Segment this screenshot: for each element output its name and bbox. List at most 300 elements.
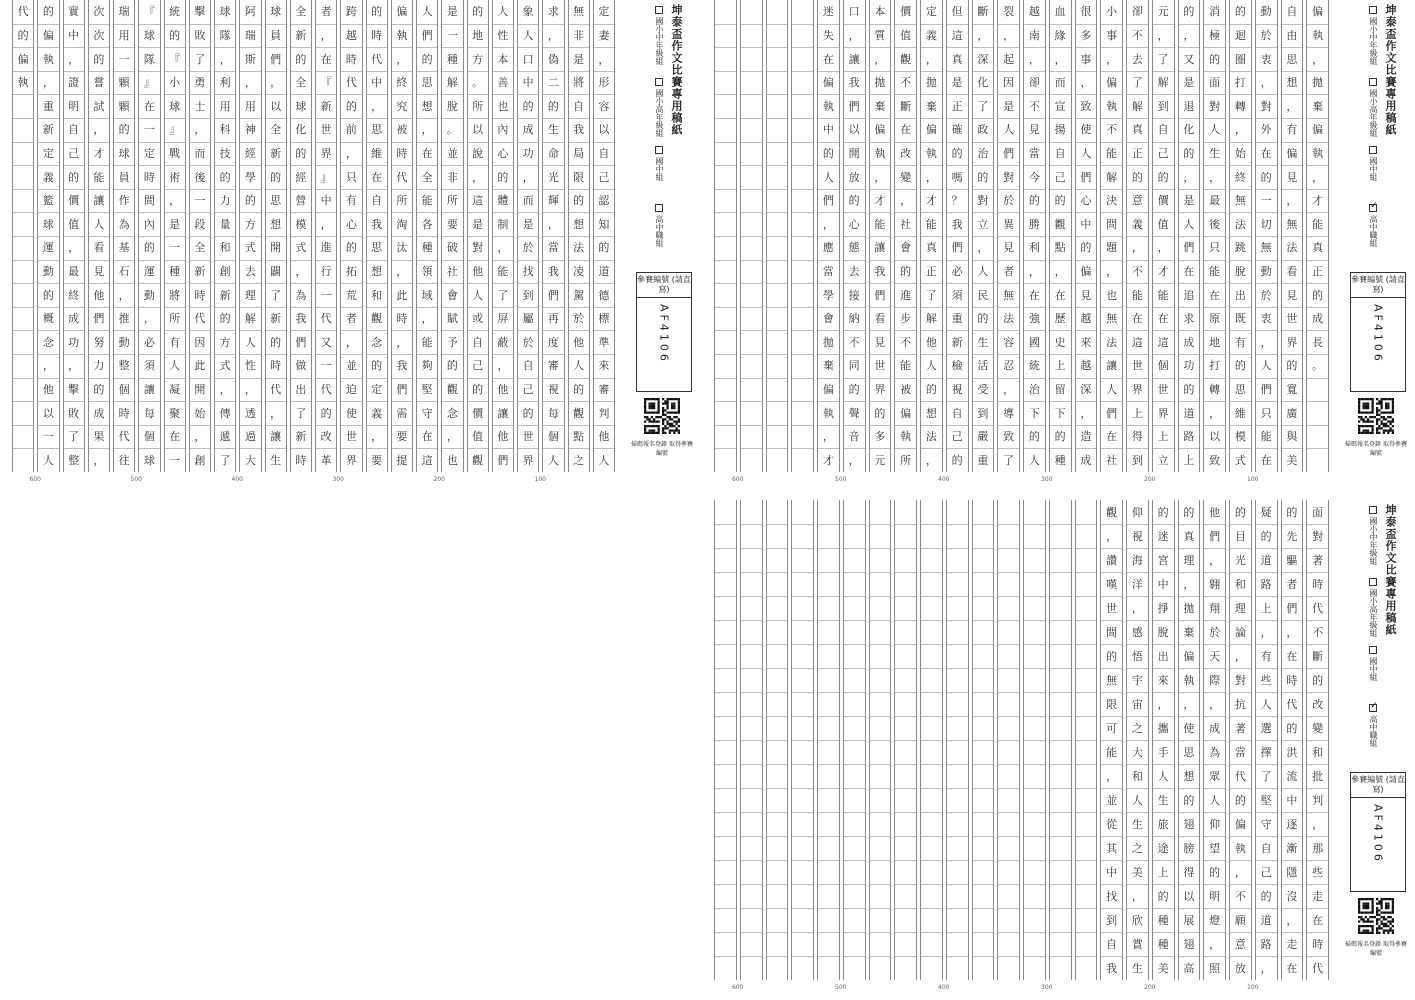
handwritten-char: 的	[1260, 170, 1272, 184]
handwritten-char: 的	[848, 194, 860, 208]
handwritten-char: ，	[345, 146, 357, 160]
writing-column	[416, 0, 438, 472]
handwritten-char: 大	[1131, 745, 1143, 759]
handwritten-char: 整	[68, 453, 80, 467]
division-checkbox[interactable]	[655, 78, 663, 86]
ruler-label: 500	[835, 984, 847, 991]
handwritten-char: 終	[396, 76, 408, 90]
handwritten-char: ，	[1312, 52, 1324, 66]
handwritten-char: 凌	[573, 264, 585, 278]
handwritten-char: 的	[1183, 505, 1195, 519]
division-checkbox[interactable]	[1369, 78, 1377, 86]
handwritten-char: 也	[446, 453, 458, 467]
form-sidebar	[618, 0, 698, 490]
division-option[interactable]	[1368, 506, 1379, 565]
handwritten-char: ，	[371, 99, 383, 113]
handwritten-char: 所	[396, 194, 408, 208]
writing-column	[1255, 0, 1278, 472]
division-checkbox[interactable]	[1369, 204, 1377, 212]
handwritten-char: 球	[42, 217, 54, 231]
handwritten-char: 脫	[446, 99, 458, 113]
handwritten-char: 定	[598, 5, 610, 19]
handwritten-char: 動	[1260, 5, 1272, 19]
handwritten-char: ，	[472, 170, 484, 184]
division-option[interactable]	[654, 6, 665, 65]
handwritten-char: 點	[1054, 241, 1066, 255]
handwritten-char: 的	[244, 194, 256, 208]
handwritten-char: 為	[118, 217, 130, 231]
handwritten-char: 戰	[169, 146, 181, 160]
division-option[interactable]	[654, 146, 665, 181]
handwritten-char: 題	[1106, 241, 1118, 255]
handwritten-char: 是	[169, 217, 181, 231]
handwritten-char: 己	[1260, 865, 1272, 879]
handwritten-char: 界	[320, 146, 332, 160]
division-option[interactable]	[1368, 78, 1379, 137]
division-checkbox[interactable]	[655, 146, 663, 154]
division-checkbox[interactable]	[1369, 506, 1377, 514]
handwritten-char: 上	[1054, 359, 1066, 373]
handwritten-char: 得	[1131, 430, 1143, 444]
handwritten-char: 觀	[573, 406, 585, 420]
handwritten-char: 感	[1131, 625, 1143, 639]
handwritten-char: 見	[1286, 288, 1298, 302]
division-option[interactable]	[654, 204, 665, 247]
handwritten-char: 於	[1260, 28, 1272, 42]
handwritten-char: ，	[1131, 601, 1143, 615]
handwritten-char: ，	[598, 52, 610, 66]
handwritten-char: ，	[219, 52, 231, 66]
essay-sheet-1	[10, 0, 698, 490]
handwritten-char: 才	[1157, 264, 1169, 278]
handwritten-char: 悟	[1131, 649, 1143, 663]
handwritten-char: 以	[1183, 889, 1195, 903]
handwritten-char: 問	[1106, 217, 1118, 231]
handwritten-char: ，	[1209, 937, 1221, 951]
handwritten-char: 的	[977, 170, 989, 184]
handwritten-char: 只	[1260, 406, 1272, 420]
handwritten-char: 往	[118, 453, 130, 467]
handwritten-char: 又	[1183, 52, 1195, 66]
handwritten-char: 界	[1157, 406, 1169, 420]
writing-column	[1178, 500, 1201, 980]
form-title: 坤泰盃作文比賽專用稿紙	[670, 4, 683, 136]
handwritten-char: 量	[219, 217, 231, 231]
handwritten-char: 提	[396, 453, 408, 467]
handwritten-char: 模	[295, 217, 307, 231]
handwritten-char: 看	[874, 312, 886, 326]
handwritten-char: 。	[446, 123, 458, 137]
handwritten-char: 變	[1312, 721, 1324, 735]
handwritten-char: 凝	[169, 382, 181, 396]
handwritten-char: 跨	[345, 5, 357, 19]
handwritten-char: 能	[497, 264, 509, 278]
handwritten-char: 的	[1260, 889, 1272, 903]
handwritten-char: 種	[169, 264, 181, 278]
handwritten-char: 偏	[1106, 76, 1118, 90]
handwritten-char: 以	[848, 123, 860, 137]
handwritten-char: 對	[977, 194, 989, 208]
handwritten-char: 宙	[1131, 697, 1143, 711]
handwritten-char: 見	[1003, 241, 1015, 255]
handwritten-char: 對	[1234, 673, 1246, 687]
handwritten-char: 重	[951, 312, 963, 326]
writing-column	[88, 0, 110, 472]
division-label: 國中組	[1369, 157, 1378, 181]
handwritten-char: 形	[598, 76, 610, 90]
handwritten-char: 法	[925, 430, 937, 444]
handwritten-char: 準	[598, 335, 610, 349]
handwritten-char: 的	[951, 453, 963, 467]
division-option[interactable]	[1368, 646, 1379, 681]
handwritten-char: 革	[320, 453, 332, 467]
handwritten-char: 度	[547, 335, 559, 349]
handwritten-char: 偏	[822, 382, 834, 396]
handwritten-char: 能	[421, 194, 433, 208]
handwritten-char: ，	[1080, 406, 1092, 420]
handwritten-char: 我	[848, 76, 860, 90]
handwritten-char: 思	[421, 76, 433, 90]
form-title: 坤泰盃作文比賽專用稿紙	[1384, 504, 1397, 636]
handwritten-char: 的	[143, 241, 155, 255]
handwritten-char: 將	[169, 288, 181, 302]
handwritten-char: 執	[874, 146, 886, 160]
handwritten-char: 擇	[1260, 745, 1272, 759]
handwritten-char: 的	[1234, 793, 1246, 807]
division-label: 國小中年級組	[1369, 517, 1378, 565]
handwritten-char: 闢	[270, 264, 282, 278]
ruler-label: 400	[938, 984, 950, 991]
qr-code-icon[interactable]	[1358, 898, 1394, 934]
handwritten-char: 道	[598, 264, 610, 278]
handwritten-char: 的	[219, 170, 231, 184]
handwritten-char: 執	[1234, 841, 1246, 855]
division-option[interactable]	[1368, 146, 1379, 181]
handwritten-char: 用	[118, 28, 130, 42]
handwritten-char: 當	[547, 241, 559, 255]
handwritten-char: 無	[573, 5, 585, 19]
handwritten-char: 們	[396, 382, 408, 396]
handwritten-char: 偏	[1286, 146, 1298, 160]
division-checkbox[interactable]	[1369, 578, 1377, 586]
handwritten-char: 在	[421, 146, 433, 160]
handwritten-char: 人	[977, 264, 989, 278]
handwritten-char: 予	[446, 335, 458, 349]
handwritten-char: 新	[42, 123, 54, 137]
handwritten-char: 視	[1131, 529, 1143, 543]
handwritten-char: 代	[194, 312, 206, 326]
ruler-label: 600	[732, 984, 744, 991]
handwritten-char: 上	[1260, 601, 1272, 615]
handwritten-char: 漸	[1286, 841, 1298, 855]
handwritten-char: 高	[1183, 961, 1195, 975]
handwritten-char: 己	[1157, 146, 1169, 160]
ruler-label: 400	[938, 476, 950, 483]
handwritten-char: 執	[822, 406, 834, 420]
handwritten-char: 原	[1209, 312, 1221, 326]
handwritten-char: 證	[68, 76, 80, 90]
handwritten-char: 因	[194, 335, 206, 349]
division-option[interactable]	[654, 78, 665, 137]
handwritten-char: 』	[143, 76, 155, 90]
handwritten-char: 界	[345, 453, 357, 467]
handwritten-char: 定	[42, 146, 54, 160]
division-checkbox[interactable]	[1369, 704, 1377, 712]
handwritten-char: 的	[1234, 505, 1246, 519]
handwritten-char: 偏	[1080, 264, 1092, 278]
handwritten-char: ，	[1260, 961, 1272, 975]
handwritten-char: 他	[1209, 505, 1221, 519]
handwritten-char: 代	[118, 430, 130, 444]
handwritten-char: 代	[1312, 961, 1324, 975]
handwritten-char: 成	[68, 312, 80, 326]
handwritten-char: 動	[143, 288, 155, 302]
writing-column	[1203, 500, 1226, 980]
handwritten-char: 個	[547, 430, 559, 444]
handwritten-char: 生	[547, 123, 559, 137]
division-checkbox[interactable]	[1369, 146, 1377, 154]
handwritten-char: 掙	[1157, 601, 1169, 615]
handwritten-char: ，	[1183, 170, 1195, 184]
division-option[interactable]	[1368, 6, 1379, 65]
handwritten-char: 改	[1312, 697, 1324, 711]
handwritten-char: 的	[421, 52, 433, 66]
handwritten-char: 命	[547, 146, 559, 160]
division-checkbox[interactable]	[1369, 6, 1377, 14]
handwritten-char: 一	[1260, 194, 1272, 208]
handwritten-char: 努	[93, 335, 105, 349]
handwritten-char: 心	[497, 146, 509, 160]
handwritten-char: 以	[1209, 430, 1221, 444]
entry-number-label: 參賽編號 (請直寫)	[1351, 773, 1405, 798]
writing-column	[740, 500, 763, 980]
division-option[interactable]	[1368, 578, 1379, 637]
handwritten-char: 使	[345, 406, 357, 420]
handwritten-char: 於	[1003, 194, 1015, 208]
entry-number-label: 參賽編號 (請直寫)	[637, 273, 691, 298]
writing-column	[1281, 500, 1304, 980]
handwritten-char: 法	[1234, 217, 1246, 231]
handwritten-char: 代	[270, 382, 282, 396]
handwritten-char: 代	[1286, 697, 1298, 711]
writing-column	[869, 500, 892, 980]
handwritten-char: 我	[547, 264, 559, 278]
writing-grid	[712, 500, 1330, 980]
writing-column	[1203, 0, 1226, 472]
handwritten-char: 並	[345, 359, 357, 373]
handwritten-char: 屬	[522, 312, 534, 326]
handwritten-char: 今	[1028, 170, 1040, 184]
handwritten-char: 們	[1003, 146, 1015, 160]
handwritten-char: 破	[446, 241, 458, 255]
handwritten-char: 我	[874, 264, 886, 278]
handwritten-char: 社	[1106, 453, 1118, 467]
handwritten-char: 在	[371, 170, 383, 184]
handwritten-char: 逐	[1286, 817, 1298, 831]
handwritten-char: 義	[1131, 217, 1143, 231]
handwritten-char: 嚴	[977, 430, 989, 444]
handwritten-char: 美	[1131, 865, 1143, 879]
handwritten-char: 值	[472, 430, 484, 444]
handwritten-char: 的	[1028, 430, 1040, 444]
writing-column	[542, 0, 564, 472]
handwritten-char: 人	[93, 217, 105, 231]
handwritten-char: ，	[848, 28, 860, 42]
handwritten-char: 科	[219, 123, 231, 137]
handwritten-char: 從	[1106, 817, 1118, 831]
handwritten-char: 質	[874, 28, 886, 42]
handwritten-char: 中	[1080, 217, 1092, 231]
division-checkbox[interactable]	[655, 6, 663, 14]
handwritten-char: 海	[1131, 553, 1143, 567]
handwritten-char: 德	[598, 288, 610, 302]
handwritten-char: ，	[1106, 264, 1118, 278]
handwritten-char: 概	[42, 312, 54, 326]
handwritten-char: 時	[396, 146, 408, 160]
handwritten-char: 』	[169, 123, 181, 137]
handwritten-char: 一	[169, 241, 181, 255]
handwritten-char: 自	[1286, 5, 1298, 19]
handwritten-char: 脫	[1234, 264, 1246, 278]
handwritten-char: 能	[1106, 146, 1118, 160]
handwritten-char: 我	[951, 217, 963, 231]
handwritten-char: 所	[169, 312, 181, 326]
handwritten-char: 偏	[822, 76, 834, 90]
handwritten-char: ，	[822, 430, 834, 444]
handwritten-char: 能	[1131, 288, 1143, 302]
handwritten-char: 擊	[68, 382, 80, 396]
division-option[interactable]	[1368, 704, 1379, 747]
handwritten-char: 二	[547, 76, 559, 90]
handwritten-char: 是	[446, 5, 458, 19]
handwritten-char: 他	[497, 382, 509, 396]
handwritten-char: ，	[421, 123, 433, 137]
handwritten-char: ，	[497, 359, 509, 373]
handwritten-char: 在	[822, 52, 834, 66]
handwritten-char: 也	[497, 99, 509, 113]
handwritten-char: 的	[977, 312, 989, 326]
handwritten-char: 所	[472, 99, 484, 113]
qr-code-icon[interactable]	[1358, 398, 1394, 434]
handwritten-char: 面	[1312, 505, 1324, 519]
handwritten-char: 運	[42, 241, 54, 255]
handwritten-char: 人	[1209, 123, 1221, 137]
handwritten-char: 們	[1080, 170, 1092, 184]
handwritten-char: 動	[118, 335, 130, 349]
handwritten-char: 的	[219, 312, 231, 326]
handwritten-char: 們	[421, 28, 433, 42]
handwritten-char: 不	[1312, 625, 1324, 639]
handwritten-char: 多	[874, 430, 886, 444]
handwritten-char: ，	[925, 52, 937, 66]
handwritten-char: 的	[1028, 194, 1040, 208]
handwritten-char: 到	[977, 406, 989, 420]
division-option[interactable]	[1368, 204, 1379, 247]
handwritten-char: 透	[244, 406, 256, 420]
handwritten-char: 的	[822, 146, 834, 160]
handwritten-char: 但	[951, 5, 963, 19]
handwritten-char: 賦	[446, 312, 458, 326]
handwritten-char: 的	[547, 99, 559, 113]
handwritten-char: 以	[598, 123, 610, 137]
handwritten-char: 能	[421, 335, 433, 349]
handwritten-char: 在	[1028, 288, 1040, 302]
ruler-label: 200	[433, 476, 445, 483]
handwritten-char: 在	[1312, 913, 1324, 927]
handwritten-char: 生	[270, 453, 282, 467]
writing-grid	[10, 0, 616, 472]
handwritten-char: ，	[194, 430, 206, 444]
division-checkbox[interactable]	[1369, 646, 1377, 654]
handwritten-char: 下	[1028, 406, 1040, 420]
handwritten-char: 見	[1286, 170, 1298, 184]
handwritten-char: 們	[547, 288, 559, 302]
handwritten-char: 斷	[900, 99, 912, 113]
handwritten-char: 在	[169, 430, 181, 444]
handwritten-char: 了	[270, 288, 282, 302]
handwritten-char: 是	[1183, 194, 1195, 208]
handwritten-char: 夠	[421, 359, 433, 373]
handwritten-char: 人	[1028, 453, 1040, 467]
handwritten-char: 當	[822, 264, 834, 278]
handwritten-char: 球	[143, 453, 155, 467]
handwritten-char: ，	[93, 123, 105, 137]
handwritten-char: 不	[1131, 264, 1143, 278]
ruler-label: 500	[130, 476, 142, 483]
handwritten-char: 汰	[396, 241, 408, 255]
handwritten-char: 到	[522, 288, 534, 302]
handwritten-char: 被	[396, 123, 408, 137]
handwritten-char: 生	[1209, 146, 1221, 160]
handwritten-char: 全	[194, 241, 206, 255]
handwritten-char: 執	[1106, 99, 1118, 113]
handwritten-char: 時	[143, 170, 155, 184]
handwritten-char: 路	[1260, 937, 1272, 951]
handwritten-char: 『	[320, 76, 332, 90]
handwritten-char: 視	[951, 382, 963, 396]
handwritten-char: 由	[1286, 28, 1298, 42]
handwritten-char: 到	[1106, 913, 1118, 927]
handwritten-char: 時	[371, 28, 383, 42]
handwritten-char: 內	[143, 217, 155, 231]
handwritten-char: 傳	[219, 406, 231, 420]
handwritten-char: 我	[295, 312, 307, 326]
handwritten-char: 因	[1003, 76, 1015, 90]
handwritten-char: 義	[42, 170, 54, 184]
handwritten-char: 道	[1260, 913, 1272, 927]
essay-sheet-2	[712, 0, 1412, 490]
handwritten-char: ，	[1312, 170, 1324, 184]
handwritten-char: ，	[371, 430, 383, 444]
handwritten-char: 圈	[1234, 52, 1246, 66]
writing-column	[138, 0, 160, 472]
handwritten-char: 找	[1106, 889, 1118, 903]
handwritten-char: 元	[1157, 5, 1169, 19]
handwritten-char: 化	[295, 123, 307, 137]
qr-code-icon[interactable]	[644, 398, 680, 434]
handwritten-char: 想	[573, 217, 585, 231]
ruler-label: 300	[1041, 984, 1053, 991]
division-checkbox[interactable]	[655, 204, 663, 212]
handwritten-char: 守	[421, 406, 433, 420]
handwritten-char: 運	[143, 264, 155, 278]
handwritten-char: 真	[951, 52, 963, 66]
handwritten-char: 世	[522, 430, 534, 444]
handwritten-char: 式	[1234, 453, 1246, 467]
handwritten-char: 眾	[1209, 769, 1221, 783]
handwritten-char: 的	[270, 335, 282, 349]
ruler-label: 300	[332, 476, 344, 483]
